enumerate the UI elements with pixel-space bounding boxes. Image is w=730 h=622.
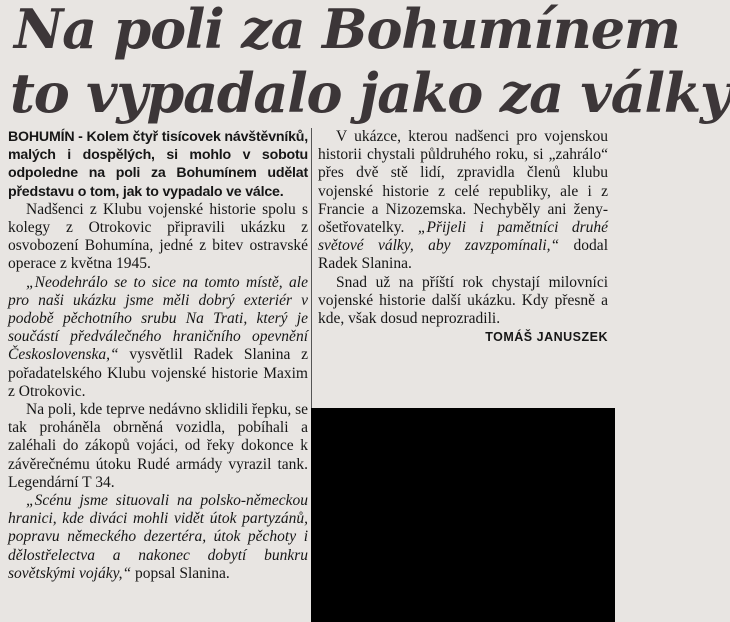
article-lead: BOHUMÍN - Kolem čtyř tisícovek návštěvníků, malých i dospělých, si mohlo v sobotu odpoledne na poli za Bohumínem udělat představu o tom, jak to vypadalo ve válce.: [8, 129, 308, 200]
author-byline: TOMÁŠ JANUSZEK: [485, 330, 608, 345]
quote-2-attribution: popsal Slanina.: [131, 564, 230, 582]
paragraph-1: Nadšenci z Klubu vojenské historie spolu s kolegy z Otrokovic připravili ukázku z osvobození Bohumína, jedné z bitev ostravské operace z května 1945.: [8, 200, 308, 273]
paragraph-2: [8, 274, 308, 401]
quote-3-attribution: dodal Radek Slanina.: [318, 237, 608, 273]
quote-1: „Neodehrálo se to sice na tomto místě, ale pro naši ukázku jsme měli dobrý exteriér v podobě pěchotního srubu Na Trati, který je součástí předválečného hraničního opevnění Československa,“: [8, 273, 308, 364]
headline-line-1: Na poli za Bohumínem: [14, 0, 680, 61]
article-column-right: [318, 128, 608, 346]
quote-2: „Scénu jsme situovali na polsko-německou hranici, kde diváci mohli vidět útok partyzánů, popravu německého dezertéra, útok pěchoty i dělostřelectva a nakonec dobytí bunkru sovětskými vojáky,“: [8, 492, 308, 582]
quote-3: „Přijeli i pamětníci druhé světové války, aby zavzpomínali,“: [318, 219, 608, 255]
article-column-left: [8, 128, 308, 583]
quote-1-attribution: vysvětlil Radek Slanina z pořadatelského Klubu vojenské historie Maxim z Otrokovic.: [8, 346, 308, 400]
paragraph-5-text: V ukázce, kterou nadšenci pro vojenskou historii chystali půldruhého roku, si „zahrálo“ přes dvě stě lidí, zpravidla členů klubu vojenské historie z celé republiky, ale i z Francie a Nizozemska. Nechyběly ani ženy-ošetřovatelky.: [318, 128, 608, 237]
headline-line-2: to vypadalo jako za války: [10, 61, 730, 125]
paragraph-5: [318, 128, 608, 274]
paragraph-3: Na poli, kde teprve nedávno sklidili řepku, se tak proháněla obrněná vozidla, pobíhali a zaléhali do zákopů vojáci, od řeky dokonce k závěrečnému útoku Rudé armády vyrazil tank. Legendární T 34.: [8, 401, 308, 491]
black-masked-area: [311, 408, 615, 622]
paragraph-4: [8, 492, 308, 583]
paragraph-6: Snad už na příští rok chystají milovníci vojenské historie další ukázku. Kdy přesně a kde, však dosud neprozradili.: [318, 273, 608, 328]
